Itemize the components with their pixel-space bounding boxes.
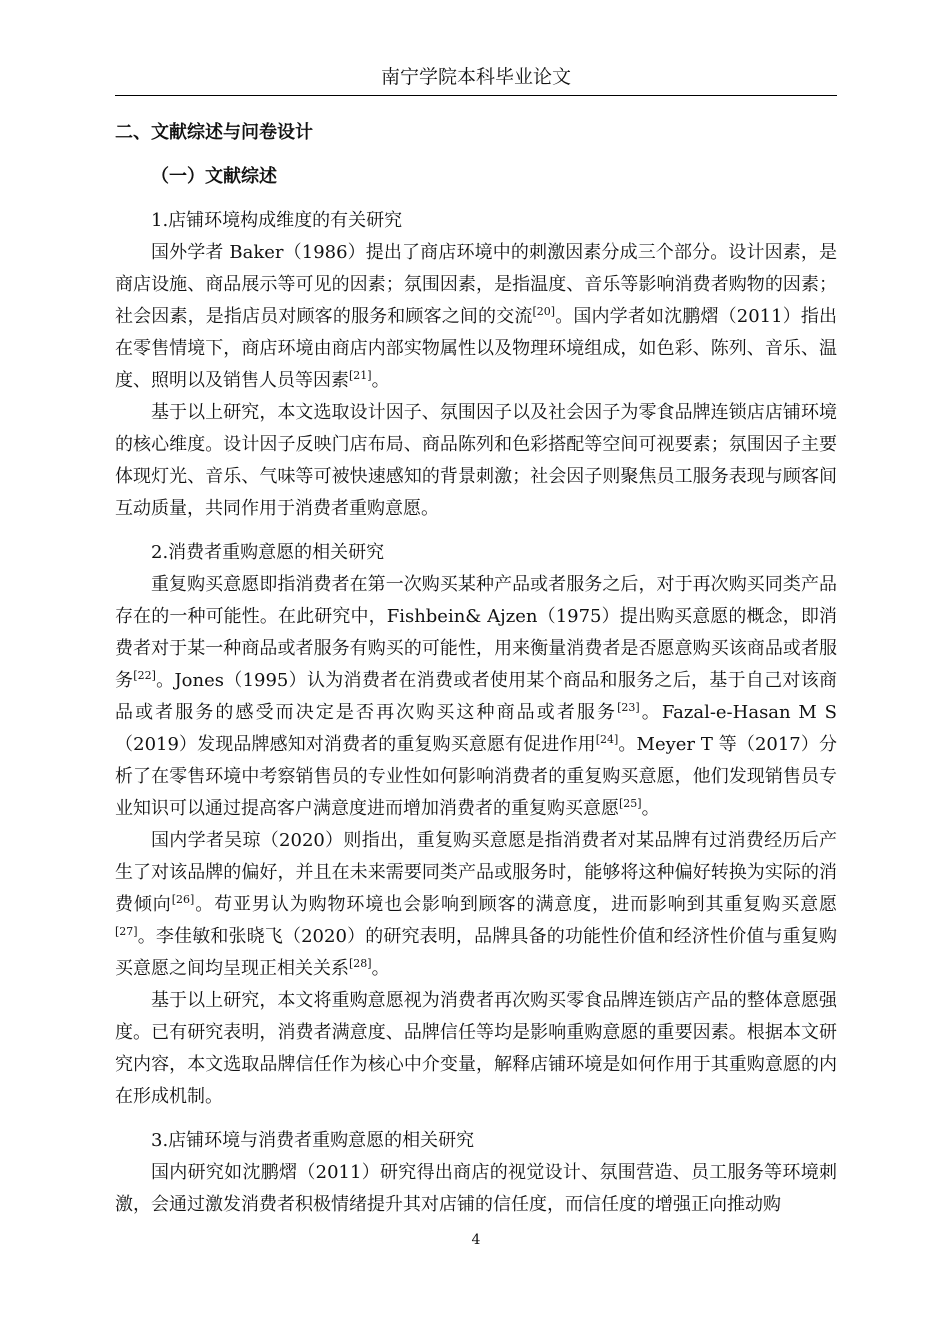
text-run: 。 — [641, 798, 660, 819]
citation: [20] — [532, 305, 556, 318]
paragraph: 国内研究如沈鹏熠（2011）研究得出商店的视觉设计、氛围营造、员工服务等环境刺激，会通过激发消费者积极情绪提升其对店铺的信任度，而信任度的增强正向推动购 — [115, 1162, 837, 1215]
paragraph — [115, 825, 837, 985]
paragraph — [115, 569, 837, 825]
text-run: 。国内学者如沈鹏熠（2011）指出在零售情境下，商店环境由商店内部实物属性以及物理环境组成，如色彩、陈列、音乐、温度、照明以及销售人员等因素 — [115, 306, 838, 391]
citation: [25] — [619, 797, 642, 810]
page-number: 4 — [471, 1232, 481, 1248]
header-divider — [115, 95, 837, 96]
citation: [24] — [595, 733, 619, 746]
paragraph — [115, 237, 837, 397]
citation: [22] — [133, 669, 156, 682]
text-run: 。李佳敏和张晓飞（2020）的研究表明，品牌具备的功能性价值和经济性价值与重复购买意愿之间均呈现正相关关系 — [115, 926, 837, 979]
subsection-heading: （一）文献综述 — [151, 166, 277, 187]
running-header: 南宁学院本科毕业论文 — [380, 66, 571, 88]
text-run: 国内学者吴琼（2020）则指出，重复购买意愿是指消费者对某品牌有过消费经历后产生了对该品牌的偏好，并且在未来需要同类产品或服务时，能够将这种偏好转换为实际的消费倾向 — [115, 830, 837, 915]
citation: [21] — [349, 369, 372, 382]
paragraph: 基于以上研究，本文将重购意愿视为消费者再次购买零食品牌连锁店产品的整体意愿强度。已有研究表明，消费者满意度、品牌信任等均是影响重购意愿的重要因素。根据本文研究内容，本文选取品牌信任作为核心中介变量，解释店铺环境是如何作用于其重购意愿的内在形成机制。 — [115, 990, 837, 1107]
text-run: 。Jones（1995）认为消费者在消费或者使用某个商品和服务之后，基于自己对该商品或者服务的感受而决定是否再次购买这种商品或者服务 — [115, 670, 838, 723]
text-run: 重复购买意愿即指消费者在第一次购买某种产品或者服务之后，对于再次购买同类产品存在的一种可能性。在此研究中，Fishbein& Ajzen（1975）提出购买意愿的概念，即消费者对于某一种商品或者服务有购买的可能性，用来衡量消费者是否愿意购买该商品或者服务 — [115, 574, 837, 691]
paragraph: 基于以上研究，本文选取设计因子、氛围因子以及社会因子为零食品牌连锁店店铺环境的核心维度。设计因子反映门店布局、商品陈列和色彩搭配等空间可视要素；氛围因子主要体现灯光、音乐、气味等可被快速感知的背景刺激；社会因子则聚焦员工服务表现与顾客间互动质量，共同作用于消费者重购意愿。 — [115, 402, 837, 519]
topic-heading-3: 3.店铺环境与消费者重购意愿的相关研究 — [151, 1130, 475, 1151]
citation: [27] — [115, 925, 138, 938]
citation: [28] — [349, 957, 372, 970]
topic-heading-2: 2.消费者重购意愿的相关研究 — [151, 542, 385, 563]
citation: [23] — [617, 701, 640, 714]
topic-heading-1: 1.店铺环境构成维度的有关研究 — [151, 210, 403, 231]
text-run: 国外学者 Baker（1986）提出了商店环境中的刺激因素分成三个部分。设计因素，是商店设施、商品展示等可见的因素；氛围因素，是指温度、音乐等影响消费者购物的因素；社会因素，是指店员对顾客的服务和顾客之间的交流 — [115, 242, 837, 327]
page-body — [115, 117, 837, 1221]
text-run: 。苟亚男认为购物环境也会影响到顾客的满意度，进而影响到其重复购买意愿 — [194, 894, 838, 915]
text-run: 。 — [371, 958, 390, 979]
section-heading: 二、文献综述与问卷设计 — [115, 122, 313, 143]
text-run: 。 — [371, 370, 390, 391]
text-run: 。Fazal-e-Hasan M S（2019）发现品牌感知对消费者的重复购买意愿有促进作用 — [115, 702, 838, 755]
citation: [26] — [171, 893, 195, 906]
text-run: 。Meyer T 等（2017）分析了在零售环境中考察销售员的专业性如何影响消费者的重复购买意愿，他们发现销售员专业知识可以通过提高客户满意度进而增加消费者的重复购买意愿 — [115, 734, 837, 819]
